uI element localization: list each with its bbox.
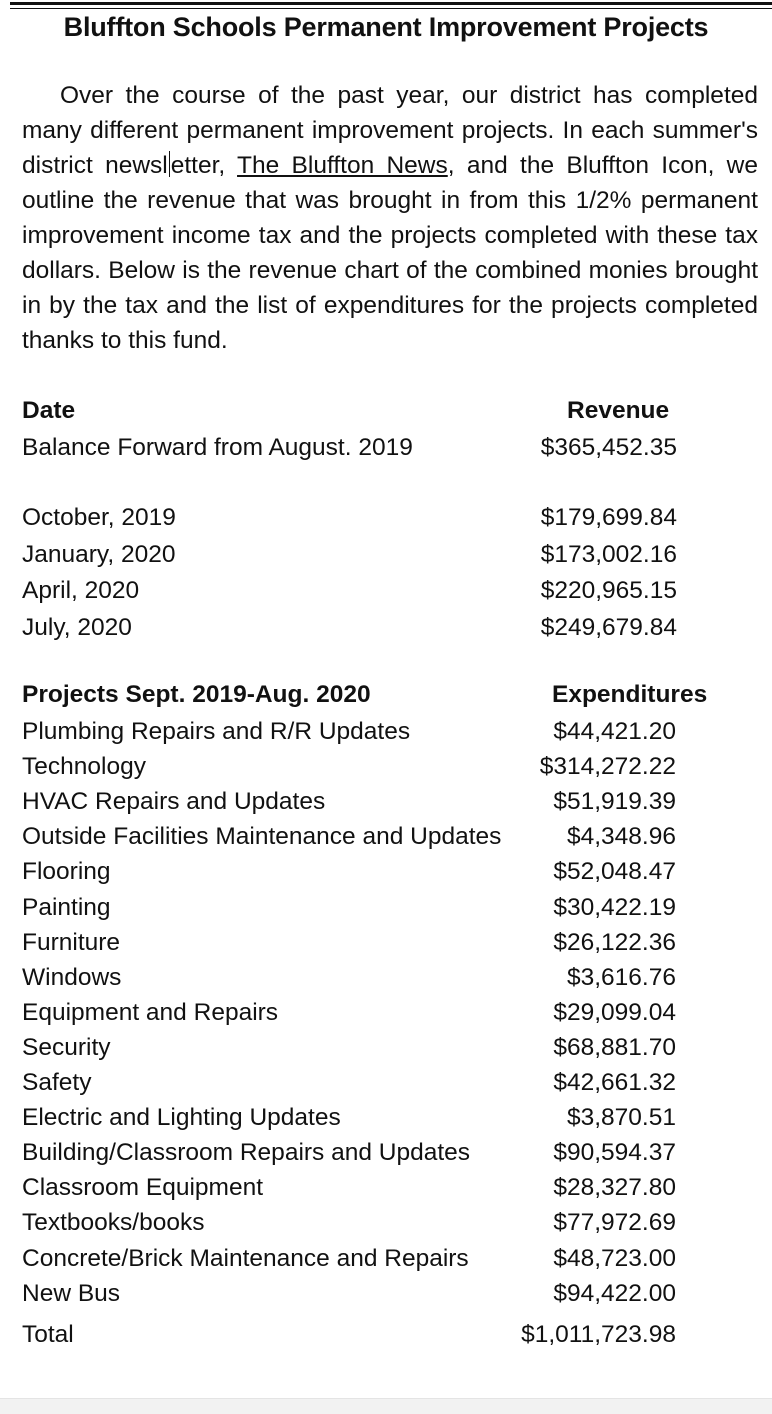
project-row bbox=[22, 714, 772, 749]
project-amount: $68,881.70 bbox=[553, 1033, 676, 1061]
project-amount: $30,422.19 bbox=[553, 893, 676, 921]
project-row bbox=[22, 1030, 772, 1065]
project-row bbox=[22, 960, 772, 995]
project-row bbox=[22, 1276, 772, 1311]
project-amount: $44,421.20 bbox=[553, 718, 676, 745]
project-label: HVAC Repairs and Updates bbox=[22, 788, 326, 816]
project-label: Classroom Equipment bbox=[22, 1174, 264, 1202]
project-row bbox=[22, 925, 772, 960]
project-amount: $48,723.00 bbox=[553, 1244, 676, 1272]
total-label: Total bbox=[22, 1321, 74, 1348]
project-label: Windows bbox=[22, 963, 122, 991]
project-label: Building/Classroom Repairs and Updates bbox=[22, 1139, 471, 1167]
project-amount: $52,048.47 bbox=[553, 858, 676, 886]
project-row bbox=[22, 1241, 772, 1276]
project-row bbox=[22, 1170, 772, 1205]
project-amount: $28,327.80 bbox=[553, 1174, 676, 1202]
revenue-amount: $220,965.15 bbox=[540, 577, 677, 604]
project-label: Furniture bbox=[22, 928, 121, 956]
project-amount: $26,122.36 bbox=[553, 928, 676, 956]
text-cursor bbox=[169, 151, 170, 177]
revenue-amount: $249,679.84 bbox=[540, 613, 677, 641]
projects-header: Projects Sept. 2019-Aug. 2020 bbox=[22, 681, 371, 708]
project-label: Plumbing Repairs and R/R Updates bbox=[22, 718, 411, 745]
revenue-label: July, 2020 bbox=[22, 613, 132, 641]
project-label: New Bus bbox=[22, 1279, 121, 1307]
total-row bbox=[22, 1317, 772, 1352]
revenue-amount: $173,002.16 bbox=[540, 540, 677, 568]
project-row bbox=[22, 890, 772, 925]
project-row bbox=[22, 854, 772, 889]
project-amount: $90,594.37 bbox=[553, 1139, 676, 1167]
project-amount: $42,661.32 bbox=[553, 1069, 676, 1096]
project-label: Painting bbox=[22, 893, 111, 921]
revenue-header: Revenue bbox=[567, 397, 670, 424]
project-amount: $77,972.69 bbox=[553, 1209, 676, 1237]
project-label: Technology bbox=[22, 753, 146, 781]
project-amount: $3,870.51 bbox=[567, 1104, 676, 1132]
project-row bbox=[22, 1135, 772, 1170]
project-row bbox=[22, 1100, 772, 1135]
project-row bbox=[22, 1205, 772, 1240]
project-amount: $4,348.96 bbox=[567, 823, 676, 851]
balance-label: Balance Forward from August. 2019 bbox=[22, 434, 413, 461]
revenue-header-row bbox=[22, 393, 772, 428]
page-title: Bluffton Schools Permanent Improvement Projects bbox=[63, 12, 709, 42]
revenue-label: October, 2019 bbox=[22, 504, 176, 531]
revenue-row bbox=[22, 610, 772, 645]
top-rule bbox=[10, 2, 772, 5]
revenue-label: January, 2020 bbox=[22, 540, 176, 568]
project-row bbox=[22, 784, 772, 819]
revenue-row bbox=[22, 537, 772, 572]
project-row bbox=[22, 995, 772, 1030]
project-amount: $314,272.22 bbox=[539, 753, 676, 781]
project-label: Outside Facilities Maintenance and Updates bbox=[22, 823, 502, 851]
project-label: Safety bbox=[22, 1069, 92, 1096]
balance-amount: $365,452.35 bbox=[540, 434, 677, 461]
project-amount: $3,616.76 bbox=[567, 963, 676, 991]
project-row bbox=[22, 749, 772, 784]
intro-text-2: etter, bbox=[170, 152, 238, 179]
revenue-row bbox=[22, 500, 772, 535]
intro-text-1: Over the course of the past year, our district has completed many different permanent improvement projects. In each summer's district newsl bbox=[22, 82, 758, 179]
project-label: Flooring bbox=[22, 858, 111, 886]
project-amount: $29,099.04 bbox=[553, 998, 676, 1026]
revenue-amount: $179,699.84 bbox=[540, 504, 677, 531]
bottom-bar bbox=[0, 1398, 772, 1414]
intro-paragraph bbox=[22, 78, 758, 358]
total-amount: $1,011,723.98 bbox=[521, 1321, 676, 1348]
balance-forward-row bbox=[22, 430, 772, 465]
revenue-row bbox=[22, 573, 772, 608]
projects-header-row bbox=[22, 677, 772, 712]
expenditures-header: Expenditures bbox=[552, 681, 708, 708]
project-label: Equipment and Repairs bbox=[22, 998, 279, 1026]
project-row bbox=[22, 819, 772, 854]
project-label: Security bbox=[22, 1033, 111, 1061]
project-label: Concrete/Brick Maintenance and Repairs bbox=[22, 1244, 469, 1272]
revenue-label: April, 2020 bbox=[22, 577, 140, 604]
date-header: Date bbox=[22, 397, 76, 424]
publication-title: The Bluffton News bbox=[237, 152, 448, 179]
project-row bbox=[22, 1065, 772, 1100]
intro-text-3: , and the Bluffton Icon, we outline the revenue that was brought in from this 1/2% permanent improvement income tax and the projects completed with these tax dollars. Below is the revenue chart of the combined monies brought in by the tax and the list of expenditures for the projects completed thanks to this fund. bbox=[22, 152, 759, 354]
project-amount: $94,422.00 bbox=[553, 1279, 676, 1307]
project-amount: $51,919.39 bbox=[553, 788, 676, 816]
project-label: Electric and Lighting Updates bbox=[22, 1104, 341, 1132]
top-rule-thin bbox=[10, 8, 772, 9]
project-label: Textbooks/books bbox=[22, 1209, 205, 1237]
